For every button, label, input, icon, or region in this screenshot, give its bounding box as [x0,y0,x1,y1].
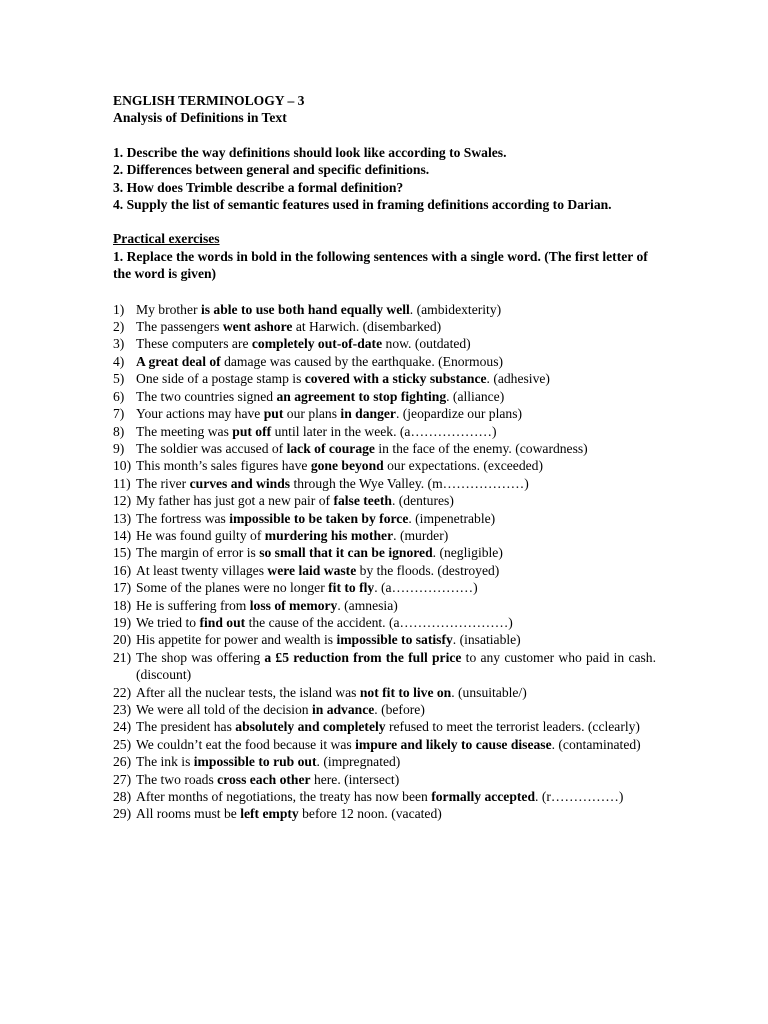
item-text: . (ambidexterity) [409,301,502,317]
item-bold-phrase: is able to use both hand equally well [200,301,410,317]
item-text: Your actions may have [136,406,264,422]
item-text: . (contaminated) [551,736,641,752]
item-bold-phrase: gone beyond [310,458,384,474]
item-bold-phrase: curves and winds [189,475,291,491]
item-text: This month’s sales figures have [136,458,311,474]
item-text: . (impregnated) [316,754,401,770]
item-bold-phrase: false teeth [333,493,392,509]
item-number: 7) [113,406,125,422]
item-bold-phrase: completely out-of-date [251,336,383,352]
item-number: 25) [113,736,132,752]
item-number: 4) [113,353,125,369]
item-text: The two countries signed [136,388,277,404]
item-text: . (a………………) [374,580,478,596]
item-text: We were all told of the decision [136,702,312,717]
list-item [113,423,656,440]
item-number: 9) [113,440,125,456]
item-number: 5) [113,371,125,387]
item-text: before 12 noon. (vacated) [298,806,442,822]
item-text: refused to meet the terrorist leaders. (cclearly) [385,719,640,735]
item-number: 15) [113,545,132,561]
item-number: 28) [113,789,132,805]
item-bold-phrase: murdering his mother [264,527,394,543]
item-number: 19) [113,614,132,630]
item-text: by the floods. (destroyed) [356,562,500,578]
document-subtitle: Analysis of Definitions in Text [113,110,287,126]
item-bold-phrase: impossible to rub out [193,754,317,770]
list-item [113,788,656,805]
item-text: through the Wye Valley. (m………………) [290,475,529,491]
list-item [113,544,656,561]
item-bold-phrase: an agreement to stop fighting [276,388,447,404]
list-item [113,440,656,457]
item-bold-phrase: absolutely and completely [235,719,386,735]
item-text: . (negligible) [432,545,503,561]
item-number: 10) [113,458,132,474]
list-item [113,562,656,579]
item-number: 16) [113,562,132,578]
item-number: 12) [113,493,132,509]
item-text: His appetite for power and wealth is [136,632,337,648]
item-bold-phrase: a £5 reduction from the full price [264,649,462,665]
item-text: The river [136,475,190,491]
item-text: . (insatiable) [452,632,521,648]
list-item [113,370,656,387]
list-item [113,771,656,788]
item-number: 23) [113,702,132,717]
item-text: These computers are [136,336,252,352]
list-item [113,753,656,770]
item-number: 6) [113,388,125,404]
item-text: . (before) [374,702,425,717]
item-bold-phrase: impossible to be taken by force [229,510,409,526]
item-number: 29) [113,806,132,822]
item-bold-phrase: covered with a sticky substance [304,371,487,387]
item-text: The president has [136,719,236,735]
list-item [113,475,656,492]
item-number: 1) [113,301,125,317]
item-bold-phrase: went ashore [222,319,293,335]
list-item [113,684,656,701]
list-item [113,301,656,318]
list-item [113,614,656,631]
item-text: All rooms must be [136,806,241,822]
item-text: He is suffering from [136,597,250,613]
item-text: My brother [136,301,201,317]
item-text: at Harwich. (disembarked) [292,319,442,335]
list-item [113,701,656,718]
question-list [113,144,656,214]
item-number: 3) [113,336,125,352]
item-text: . (adhesive) [486,371,550,387]
question-item: 2. Differences between general and specific definitions. [113,162,430,178]
item-text: our expectations. (exceeded) [383,458,543,474]
list-item [113,353,656,370]
item-bold-phrase: in advance [311,702,375,717]
item-number: 17) [113,580,132,596]
exercise-instruction: 1. Replace the words in bold in the following sentences with a single word. (The first letter of the word is given) [113,248,648,282]
item-number: 24) [113,719,132,735]
item-text: The meeting was [136,423,233,439]
item-text: . (impenetrable) [408,510,496,526]
item-bold-phrase: so small that it can be ignored [259,545,433,561]
list-item [113,597,656,614]
list-item [113,805,656,822]
item-bold-phrase: find out [199,614,246,630]
item-bold-phrase: formally accepted [431,789,536,805]
section-heading: Practical exercises [113,231,220,247]
item-text: The shop was offering [136,649,265,665]
list-item [113,718,656,735]
item-number: 27) [113,771,132,787]
item-text: The passengers [136,319,223,335]
item-bold-phrase: cross each other [217,771,311,787]
item-text: At least twenty villages [136,562,268,578]
item-text: damage was caused by the earthquake. (Enormous) [220,353,504,369]
list-item [113,736,656,753]
item-text: here. (intersect) [310,771,400,787]
item-bold-phrase: put off [232,423,272,439]
item-text: the cause of the accident. (a……………………) [245,614,513,630]
item-text: now. (outdated) [382,336,471,352]
item-bold-phrase: impure and likely to cause disease [355,736,552,752]
list-item [113,388,656,405]
list-item [113,631,656,648]
document-page [113,92,656,823]
item-text: . (jeopardize our plans) [395,406,523,422]
item-text: to any customer who paid in cash. (discount) [136,649,656,683]
item-text: He was found guilty of [136,527,265,543]
item-text: The margin of error is [136,545,260,561]
item-bold-phrase: A great deal of [136,353,221,369]
item-text: Some of the planes were no longer [136,580,329,596]
item-number: 26) [113,754,132,770]
item-bold-phrase: loss of memory [249,597,338,613]
item-text: The ink is [136,754,194,770]
item-text: The two roads [136,771,218,787]
item-text: . (dentures) [391,493,454,509]
question-item: 1. Describe the way definitions should look like according to Swales. [113,144,507,160]
item-text: After all the nuclear tests, the island was [136,684,360,700]
item-text: After months of negotiations, the treaty has now been [136,789,432,805]
item-text: We couldn’t eat the food because it was [136,736,356,752]
item-number: 11) [113,475,131,491]
item-bold-phrase: lack of courage [286,440,375,456]
item-bold-phrase: in danger [340,406,396,422]
item-bold-phrase: put [263,406,284,422]
item-text: . (alliance) [446,388,505,404]
question-item: 3. How does Trimble describe a formal definition? [113,179,404,195]
list-item [113,405,656,422]
document-title: ENGLISH TERMINOLOGY – 3 [113,93,305,108]
list-item [113,335,656,352]
item-number: 18) [113,597,132,613]
item-number: 14) [113,527,132,543]
item-bold-phrase: fit to fly [328,580,375,596]
item-text: in the face of the enemy. (cowardness) [374,440,588,456]
exercise-list [113,301,656,823]
item-text: We tried to [136,614,200,630]
item-number: 13) [113,510,132,526]
item-bold-phrase: not fit to live on [359,684,452,700]
list-item [113,318,656,335]
item-text: One side of a postage stamp is [136,371,305,387]
item-number: 22) [113,684,132,700]
item-bold-phrase: left empty [240,806,299,822]
item-number: 20) [113,632,132,648]
item-text: My father has just got a new pair of [136,493,334,509]
item-text: The soldier was accused of [136,440,287,456]
item-bold-phrase: impossible to satisfy [336,632,453,648]
list-item [113,510,656,527]
item-number: 21) [113,649,132,665]
item-number: 8) [113,423,125,439]
item-text: . (amnesia) [337,597,398,613]
item-text: until later in the week. (a………………) [271,423,497,439]
item-text: . (r……………) [535,789,624,805]
item-text: our plans [283,406,341,422]
list-item [113,457,656,474]
item-number: 2) [113,319,125,335]
question-item: 4. Supply the list of semantic features used in framing definitions according to Darian. [113,197,612,213]
item-text: . (unsuitable/) [451,684,527,700]
item-text: . (murder) [393,527,449,543]
list-item [113,579,656,596]
item-text: The fortress was [136,510,230,526]
list-item [113,527,656,544]
item-bold-phrase: were laid waste [267,562,357,578]
list-item [113,649,656,684]
list-item [113,492,656,509]
